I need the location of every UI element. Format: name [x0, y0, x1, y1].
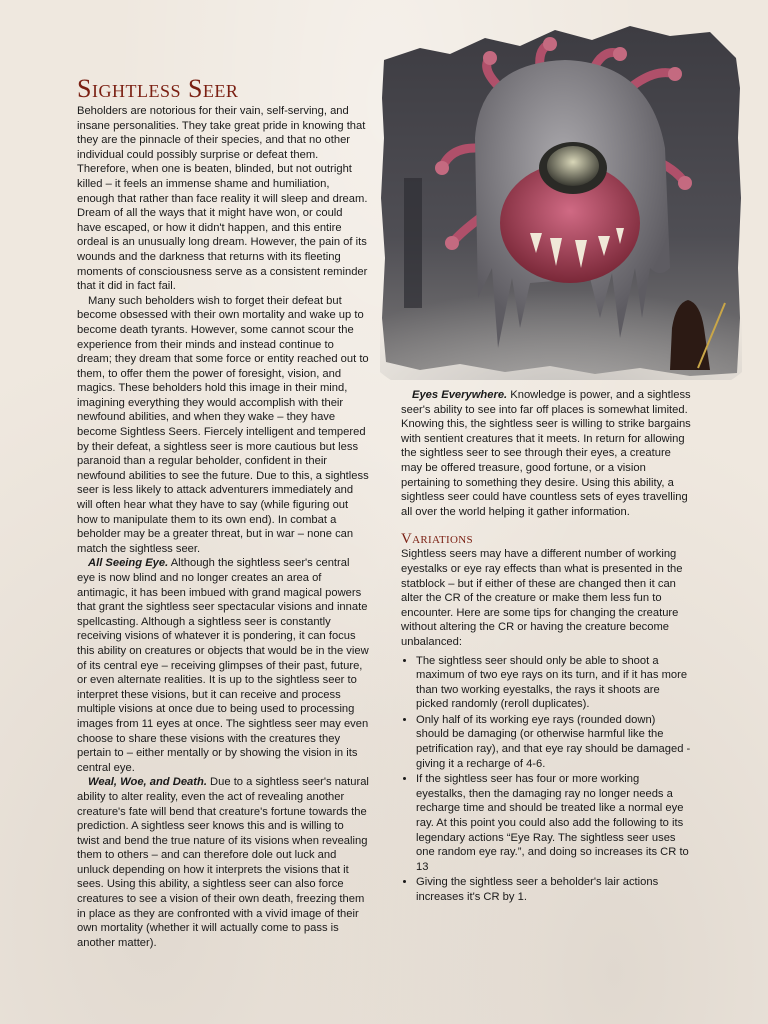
page-title: Sightless Seer [77, 74, 239, 103]
list-item: • Only half of its working eye rays (rounded down) should be damaging (or otherwise harmful like the petrification ray), and that eye ray should be damaged - giving it a recharge of 4-6. [416, 713, 691, 771]
list-item: • Giving the sightless seer a beholder's lair actions increases it's CR by 1. [416, 875, 691, 904]
central-eye [547, 146, 599, 186]
right-column [401, 388, 691, 906]
feature-text: Knowledge is power, and a sightless seer's ability to see into far off places is somewhat limited. Knowing this, the sightless seer is willing to strike bargains with sentient creatures that it meets. In return for allowing the sightless seer to see through their eyes, a creature may be offered treasure, good fortune, or a vision pertaining to something they desire. Using this ability, a sightless seer could have countless sets of eyes travelling all over the world helping it gather information. [401, 389, 691, 518]
feature-text: Although the sightless seer's central eye is now blind and no longer creates an area of antimagic, it has been imbued with grand magical powers that grant the sightless seer spectacular visions and innate spellcasting. Although a sightless seer is constantly receiving visions of whatever it is pondering, it can focus this ability on creatures or objects that would be in the view of its central eye – receiving glimpses of their past, future, or even alternate realities. It is up to the sightless seer to interpret these visions, but it can receive and process multiple visions at once due to being used to processing images from 11 eyes at once. The sightless seer may even choose to share these visions with the creatures they pertain to – either mentally or by showing the vision in its central eye. [77, 557, 369, 774]
artwork-illustration [380, 18, 742, 380]
feature-name: Weal, Woe, and Death. [88, 776, 207, 789]
left-column [77, 76, 369, 950]
feature-eyes-everywhere [401, 388, 691, 519]
feature-name: All Seeing Eye. [88, 557, 169, 570]
list-item: • The sightless seer should only be able to shoot a maximum of two eye rays on its turn, and if it has more than two working eyestalks, the rays it shoots are picked randomly (reroll duplicates). [416, 654, 691, 712]
variations-tips-list [401, 654, 691, 905]
intro-paragraph-2: Many such beholders wish to forget their defeat but become obsessed with their own mortality and wake up to become death tyrants. However, some cannot scour the experience from their minds and instead continue to dream; they dream that some force or entity reached out to them, to offer them the power of foresight, vision, and magics. These beholders hold this image in their mind, imagining everything they would accomplish with their newfound abilities, and when they wake – they have become Sightless Seers. Fiercely intelligent and tempered by their defeat, a sightless seer is more cautious but less paranoid than a regular beholder, confident in their newfound abilities to see the future. Due to this, a sightless seer is less likely to attack adventurers immediately and will often hear what they have to say (while figuring out how to manipulate them to its own end). In combat a beholder may be a greater threat, but in war – none can match the sightless seer. [77, 294, 369, 555]
feature-all-seeing-eye [77, 556, 369, 775]
list-item: • If the sightless seer has four or more working eyestalks, then the damaging ray no longer needs a recharge time and should be treated like a normal eye ray. At this point you could also add the following to its legendary actions “Eye Ray. The sightless seer uses one random eye ray.”, and doing so increases its CR to 13 [416, 772, 691, 874]
sightless-seer-artwork [380, 18, 742, 380]
variations-heading: Variations [401, 531, 473, 548]
intro-paragraph-1: Beholders are notorious for their vain, self-serving, and insane personalities. They take great pride in knowing that they are the pinnacle of their species, and that no other individual could possibly surprise or defeat them. Therefore, when one is beaten, blinded, but not outright killed – it feels an immense shame and humiliation, enough that rather than face reality it will sleep and dream. Dream of all the ways that it might have won, or could have escaped, or how it didn't happen, and this entire ordeal is an unusually long dream. However, the pain of its wounds and the darkness that returns with its fleeting moments of consciousness serve as a consistent reminder that it did in fact fail. [77, 105, 368, 293]
feature-name: Eyes Everywhere. [412, 389, 508, 401]
feature-weal-woe-death [77, 775, 369, 950]
variations-intro: Sightless seers may have a different number of working eyestalks or eye ray effects than what is presented in the statblock – but if either of these are changed then it can alter the CR of the creature or make them less fun to encounter. Here are some tips for changing the creature without altering the CR or having the creature become unbalanced: [401, 548, 683, 648]
feature-text: Due to a sightless seer's natural ability to alter reality, even the act of revealing another creature's fate will bend that creature's fortune towards the prediction. A sightless seer knows this and is willing to twist and bend the true nature of its visions when revealing them to others – and can therefore dole out luck and unluck depending on how it interprets the visions that it sees. Using this ability, a sightless seer can also force creatures to see a vision of their own death, freezing them in place as they are confronted with a vivid image of their own mortality (whether it will actually come to pass is another matter). [77, 776, 369, 949]
